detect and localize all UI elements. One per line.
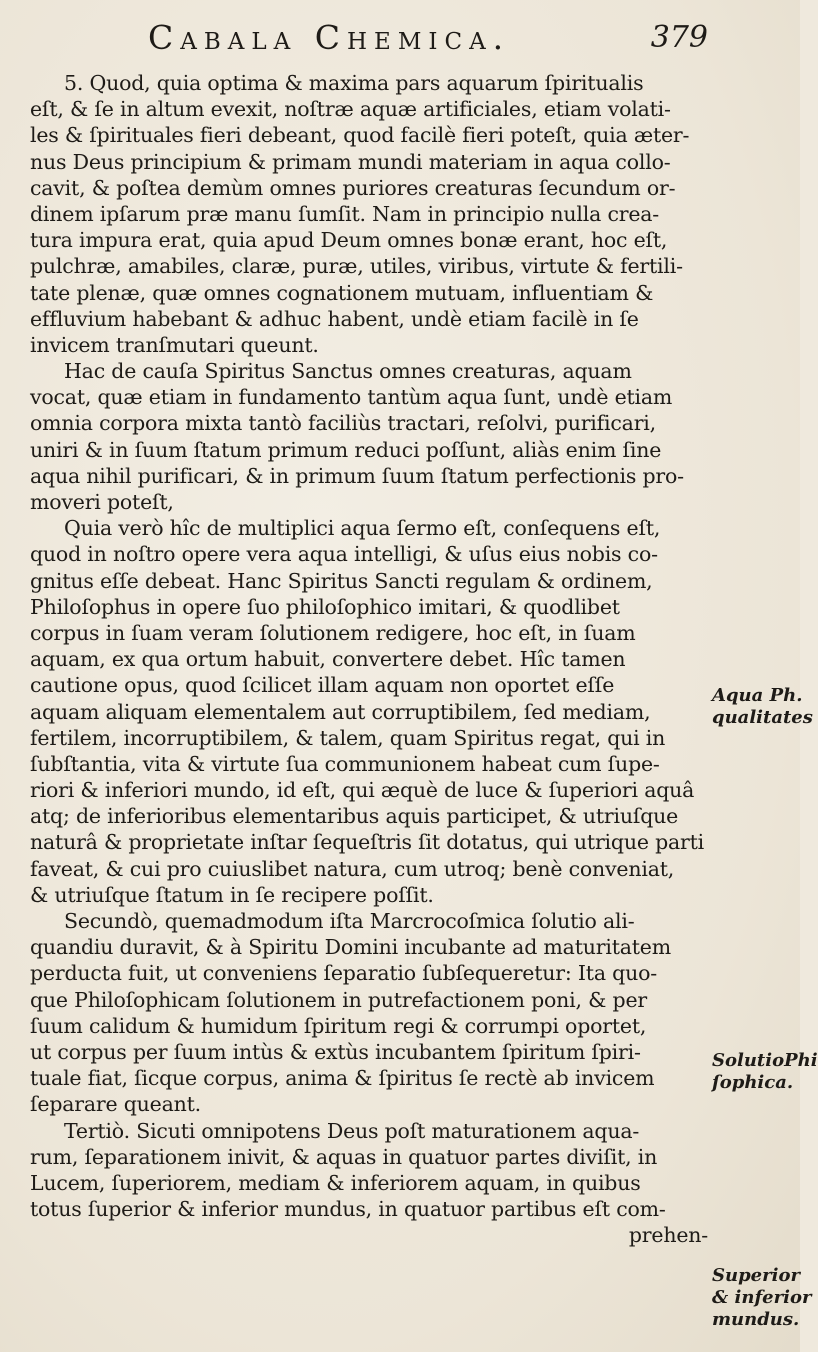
body-text xyxy=(30,70,708,1248)
text-line: ſuum calidum & humidum ſpiritum regi & corrumpi oportet, xyxy=(30,1013,647,1038)
text-line: eſt, & ſe in altum evexit, noſtræ aquæ artificiales, etiam volati- xyxy=(30,97,671,122)
text-line: corpus in ſuam veram ſolutionem redigere, hoc eſt, in ſuam xyxy=(30,620,636,645)
text-line: gnitus eſſe debeat. Hanc Spiritus Sancti regulam & ordinem, xyxy=(30,568,653,593)
text-line: Tertiò. Sicuti omnipotens Deus poſt maturationem aqua- xyxy=(64,1118,640,1143)
text-line: totus ſuperior & inferior mundus, in quatuor partibus eſt com- xyxy=(30,1197,666,1222)
text-line: aquam, ex qua ortum habuit, convertere debet. Hîc tamen xyxy=(30,647,626,672)
running-title: Cabala Chemica. xyxy=(148,18,511,57)
page-header xyxy=(148,18,708,62)
text-line: vocat, quæ etiam in fundamento tantùm aqua ſunt, undè etiam xyxy=(30,385,673,410)
text-line: que Philoſophicam ſolutionem in putrefactionem poni, & per xyxy=(30,987,647,1012)
text-line: les & ſpirituales fieri debeant, quod facilè fieri poteſt, quia æter- xyxy=(30,123,690,148)
text-line: ſeparare queant. xyxy=(30,1092,201,1117)
text-line: rum, ſeparationem inivit, & aquas in quatuor partes diviſit, in xyxy=(30,1144,658,1169)
text-line: & utriuſque ſtatum in ſe recipere poſſit. xyxy=(30,882,434,907)
margin-note-line: Superior xyxy=(712,1265,800,1286)
margin-note-aqua xyxy=(712,685,813,729)
text-line: 5. Quod, quia optima & maxima pars aquarum ſpiritualis xyxy=(64,71,644,95)
text-line: ſubſtantia, vita & virtute ſua communionem habeat cum ſupe- xyxy=(30,751,660,776)
text-line: perducta fuit, ut conveniens ſeparatio ſubſequeretur: Ita quo- xyxy=(30,961,657,986)
text-line: dinem ipſarum præ manu ſumſit. Nam in principio nulla crea- xyxy=(30,201,660,226)
text-line: faveat, & cui pro cuiuslibet natura, cum utroq; benè conveniat, xyxy=(30,856,675,881)
text-line: cautione opus, quod ſcilicet illam aquam non oportet eſſe xyxy=(30,673,615,698)
margin-note-mundus xyxy=(712,1265,812,1331)
text-line: naturâ & proprietate inſtar ſequeſtris ſit dotatus, qui utrique parti xyxy=(30,830,705,855)
text-line: riori & inferiori mundo, id eſt, qui æquè de luce & ſuperiori aquâ xyxy=(30,778,695,803)
text-line: Secundò, quemadmodum iſta Marcrocoſmica ſolutio ali- xyxy=(64,909,635,933)
margin-note-solutio xyxy=(712,1050,818,1094)
margin-note-line: ſophica. xyxy=(712,1072,794,1093)
text-line: Philoſophus in opere ſuo philoſophico imitari, & quodlibet xyxy=(30,594,620,619)
text-line: uniri & in ſuum ſtatum primum reduci poſſunt, aliàs enim ſine xyxy=(30,437,662,462)
text-line: tate plenæ, quæ omnes cognationem mutuam, influentiam & xyxy=(30,280,654,305)
text-line: Quia verò hîc de multiplici aqua ſermo eſt, conſequens eſt, xyxy=(64,516,661,541)
text-line: tura impura erat, quia apud Deum omnes bonæ erant, hoc eſt, xyxy=(30,228,668,253)
margin-note-line: mundus. xyxy=(712,1309,800,1330)
text-line: ut corpus per ſuum intùs & extùs incubantem ſpiritum ſpiri- xyxy=(30,1039,641,1064)
text-line: aqua nihil purificari, & in primum ſuum ſtatum perfectionis pro- xyxy=(30,463,684,488)
text-line: aquam aliquam elementalem aut corruptibilem, ſed mediam, xyxy=(30,699,651,724)
text-line: quandiu duravit, & à Spiritu Domini incubante ad maturitatem xyxy=(30,935,671,960)
text-line: nus Deus principium & primam mundi materiam in aqua collo- xyxy=(30,149,671,174)
text-line: omnia corpora mixta tantò faciliùs tractari, reſolvi, purificari, xyxy=(30,411,656,436)
text-line: quod in noſtro opere vera aqua intelligi, & uſus eius nobis co- xyxy=(30,542,658,567)
text-line: Lucem, ſuperiorem, mediam & inferiorem aquam, in quibus xyxy=(30,1170,641,1195)
text-line: prehen- xyxy=(628,1223,708,1248)
text-line: moveri poteſt, xyxy=(30,490,174,514)
margin-note-line: & inferior xyxy=(712,1287,812,1308)
text-line: tuale fiat, ſicque corpus, anima & ſpiritus ſe rectè ab invicem xyxy=(30,1066,655,1091)
margin-note-line: SolutioPhi xyxy=(712,1050,818,1071)
text-line: invicem tranſmutari queunt. xyxy=(30,332,319,357)
text-line: cavit, & poſtea demùm omnes puriores creaturas ſecundum or- xyxy=(30,175,676,200)
text-line: atq; de inferioribus elementaribus aquis participet, & utriuſque xyxy=(30,804,679,829)
text-line: fertilem, incorruptibilem, & talem, quam Spiritus regat, qui in xyxy=(30,725,666,750)
margin-note-line: Aqua Ph. xyxy=(712,685,803,706)
text-line: Hac de cauſa Spiritus Sanctus omnes creaturas, aquam xyxy=(64,359,632,384)
text-line: effluvium habebant & adhuc habent, undè etiam facilè in ſe xyxy=(30,306,639,331)
text-line: pulchræ, amabiles, claræ, puræ, utiles, viribus, virtute & fertili- xyxy=(30,254,683,279)
page-number: 379 xyxy=(650,20,708,55)
margin-note-line: qualitates xyxy=(712,707,813,728)
